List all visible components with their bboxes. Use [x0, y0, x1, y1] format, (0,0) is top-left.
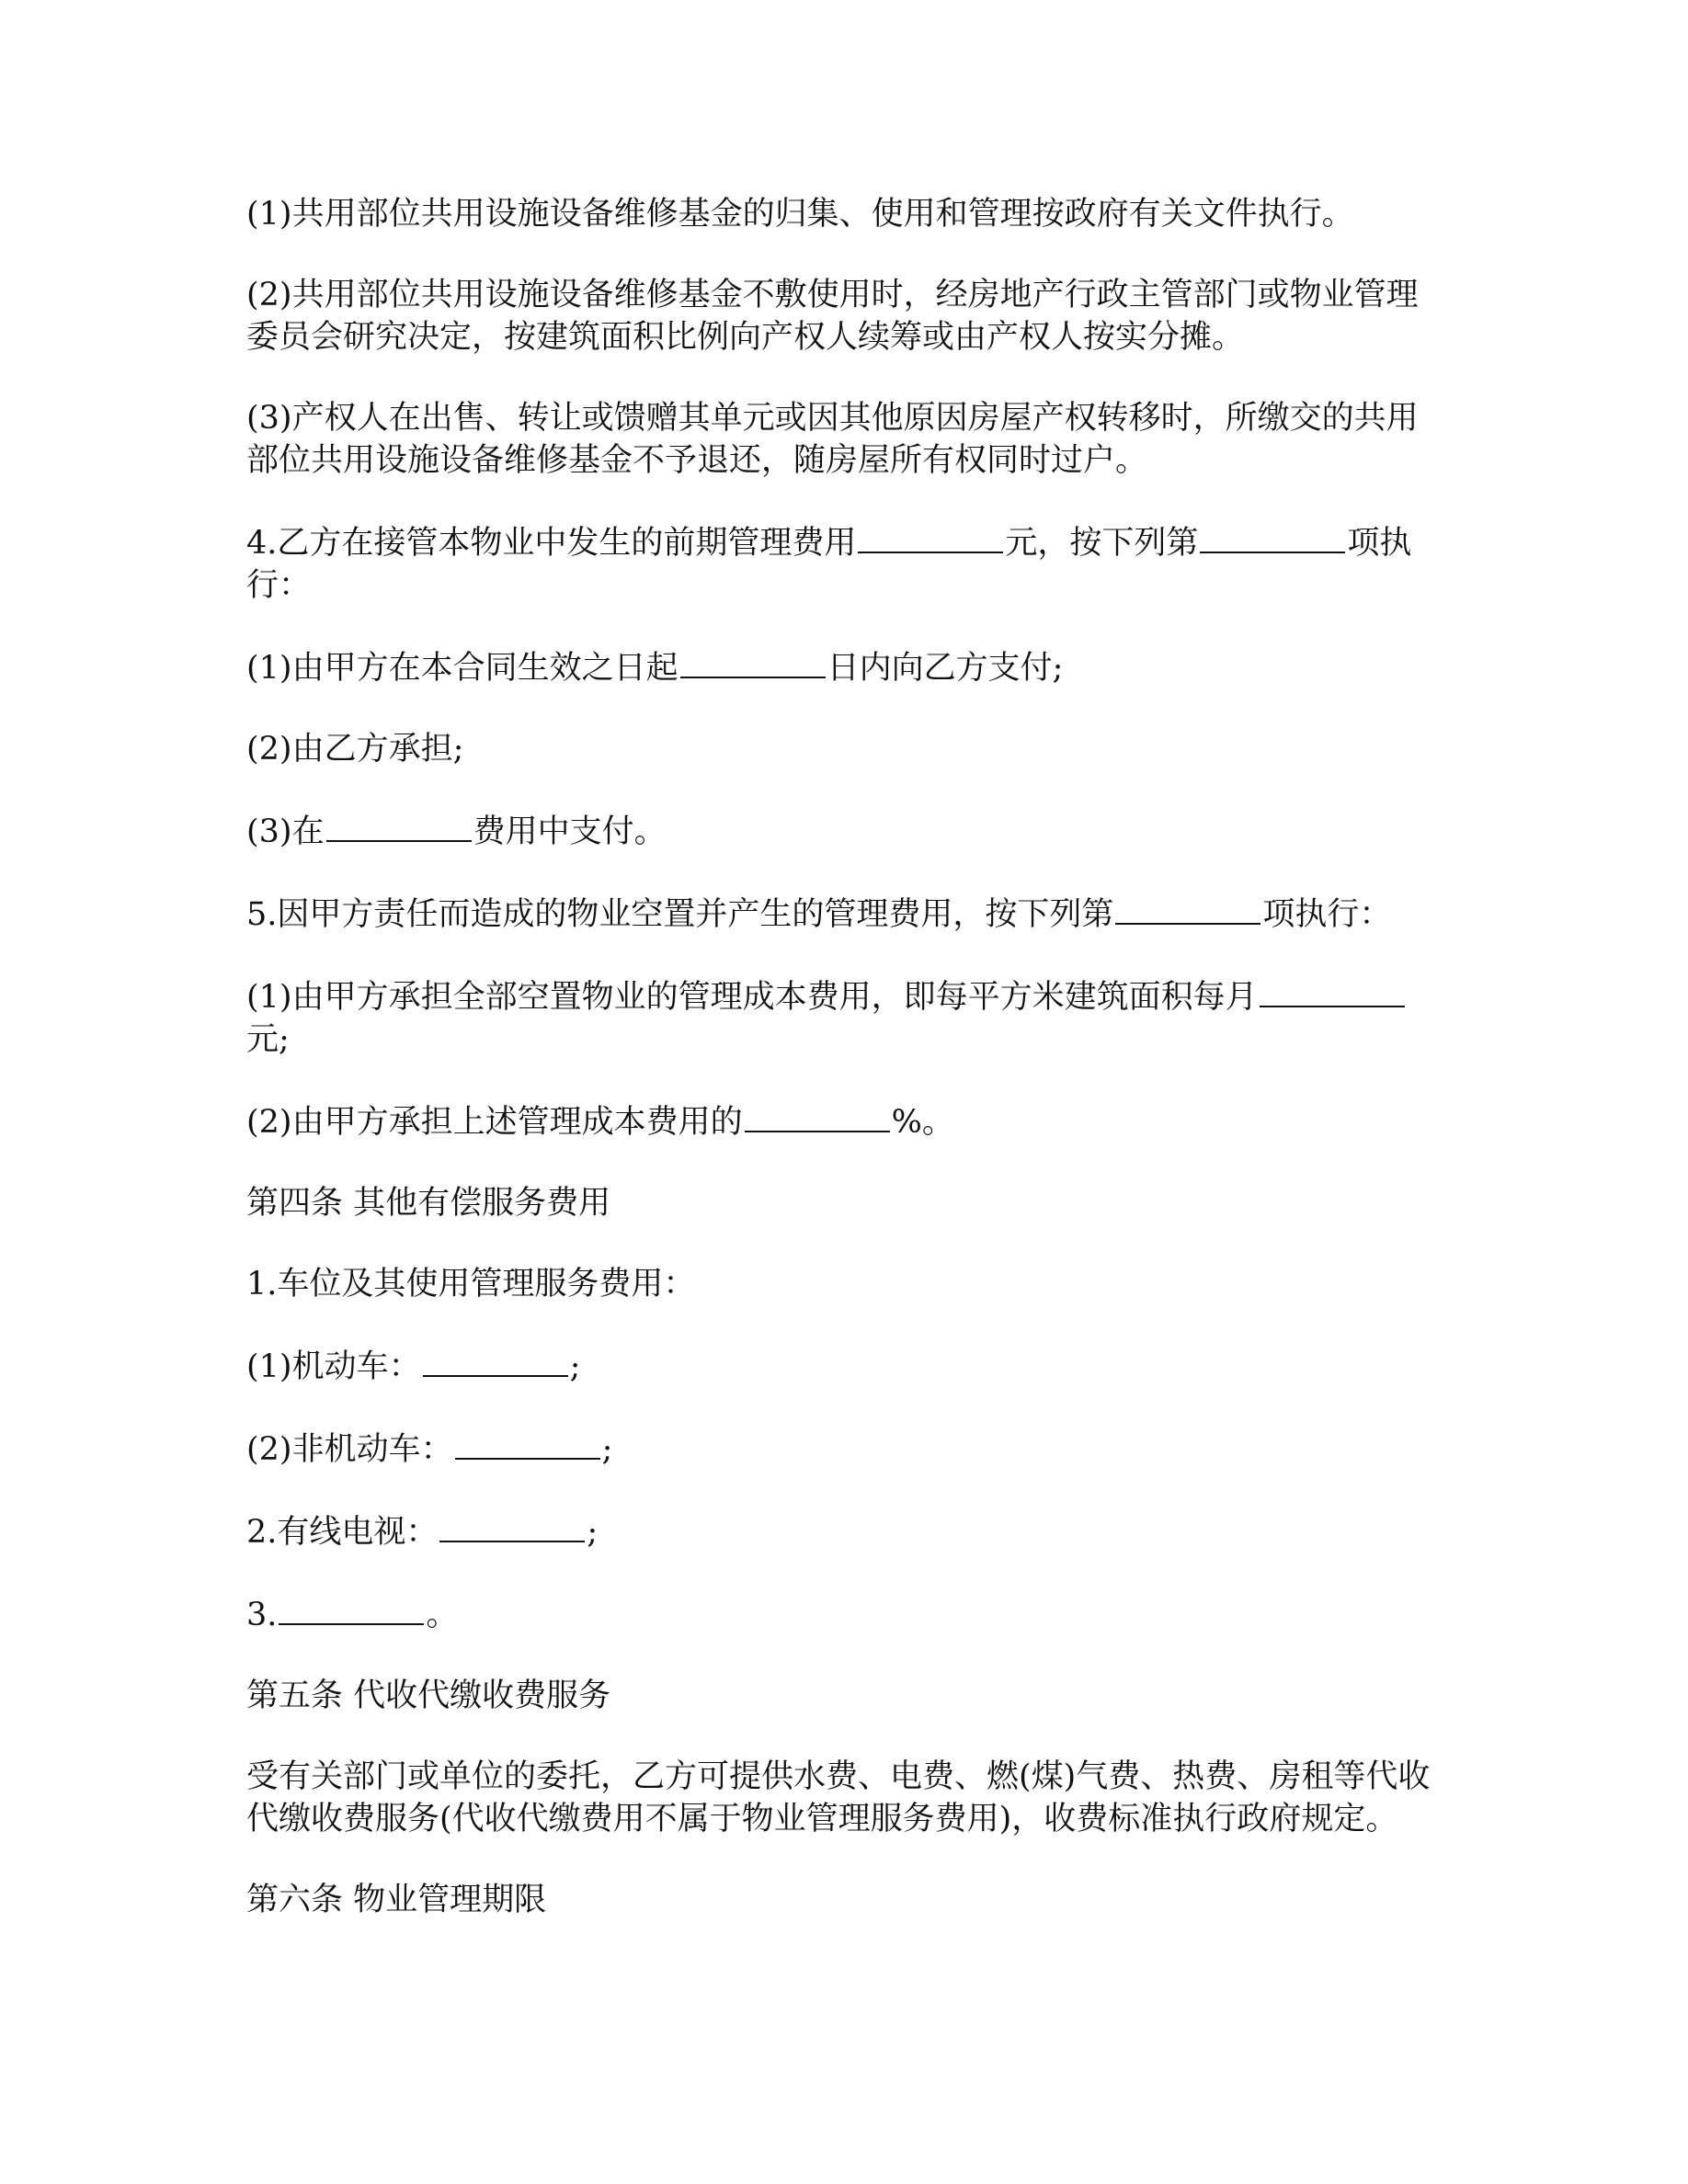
heading-article-6: 第六条 物业管理期限 — [246, 1882, 547, 1918]
paragraph-fund-collection: (1)共用部位共用设施设备维修基金的归集、使用和管理按政府有关文件执行。 — [246, 196, 1354, 233]
paragraph-party-b-bear: (2)由乙方承担; — [246, 731, 464, 768]
paragraph-parking-fee: 1.车位及其使用管理服务费用： — [246, 1266, 696, 1302]
paragraph-party-a-pay: (1)由甲方在本合同生效之日起 日内向乙方支付; — [246, 645, 1432, 689]
paragraph-fund-transfer: (3)产权人在出售、转让或馈赠其单元或因其他原因房屋产权转移时，所缴交的共用部位共用设施设备维修基金不予退还，随房屋所有权同时过户。 — [246, 400, 1419, 479]
paragraph-preliminary-fee: 4.乙方在接管本物业中发生的前期管理费用 元，按下列第 项执行： — [246, 520, 1432, 607]
fill-blank — [1115, 892, 1260, 925]
paragraph-item-3: 3. 。 — [246, 1592, 1432, 1636]
fill-blank — [455, 1427, 600, 1460]
paragraph-collection-service: 受有关部门或单位的委托，乙方可提供水费、电费、燃(煤)气费、热费、房租等代收代缴收费服务(代收代缴费用不属于物业管理服务费用)，收费标准执行政府规定。 — [246, 1758, 1431, 1837]
paragraph-motor-vehicle: (1)机动车： ; — [246, 1344, 1432, 1388]
fill-blank — [1200, 520, 1345, 553]
document-body — [246, 193, 1432, 1960]
fill-blank — [326, 809, 472, 842]
fill-blank — [680, 645, 826, 678]
paragraph-vacancy-percent: (2)由甲方承担上述管理成本费用的 %。 — [246, 1099, 1432, 1143]
paragraph-cable-tv: 2.有线电视： ; — [246, 1509, 1432, 1553]
paragraph-non-motor-vehicle: (2)非机动车： ; — [246, 1427, 1432, 1471]
fill-blank — [439, 1509, 585, 1542]
paragraph-pay-from-fee: (3)在 费用中支付。 — [246, 809, 1432, 853]
heading-article-5: 第五条 代收代缴收费服务 — [246, 1678, 611, 1714]
fill-blank — [1260, 974, 1405, 1007]
heading-article-4: 第四条 其他有偿服务费用 — [246, 1185, 611, 1222]
paragraph-vacancy-fee: 5.因甲方责任而造成的物业空置并产生的管理费用，按下列第 项执行： — [246, 892, 1432, 936]
fill-blank — [423, 1344, 568, 1377]
fill-blank — [858, 520, 1003, 553]
fill-blank — [745, 1099, 890, 1132]
paragraph-vacancy-full-cost: (1)由甲方承担全部空置物业的管理成本费用，即每平方米建筑面积每月元; — [246, 974, 1432, 1061]
fill-blank — [279, 1592, 424, 1625]
paragraph-fund-insufficient: (2)共用部位共用设施设备维修基金不敷使用时，经房地产行政主管部门或物业管理委员会研究决定，按建筑面积比例向产权人续筹或由产权人按实分摊。 — [246, 277, 1419, 356]
